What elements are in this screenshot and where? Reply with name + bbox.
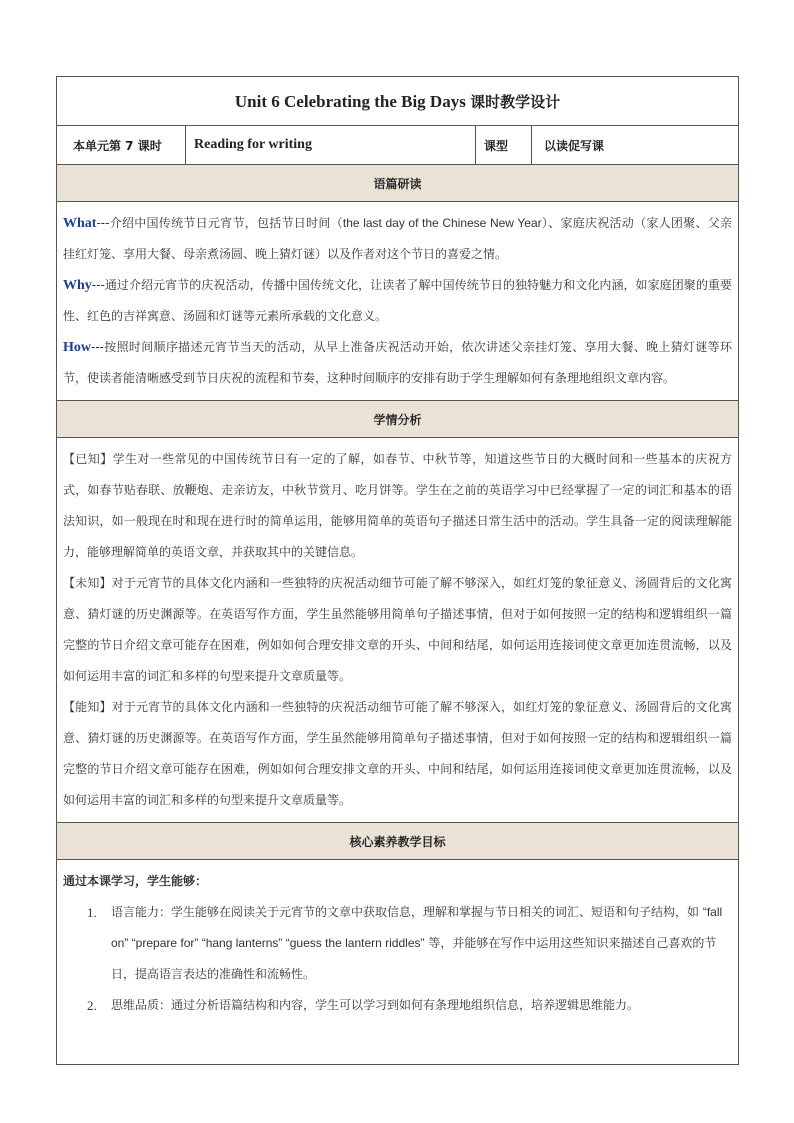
title-chinese: 课时教学设计 — [470, 92, 561, 111]
lesson-type-value: 以读促写课 — [532, 126, 739, 165]
title-english: Unit 6 Celebrating the Big Days — [234, 91, 466, 111]
unknown-paragraph: 【未知】对于元宵节的具体文化内涵和一些独特的庆祝活动细节可能了解不够深入，如红灯笼的象征意义、汤圆背后的文化寓意、猜灯谜的历史渊源等。在英语写作方面，学生虽然能够用简单句子描述事情，但对于如何按照一定的结构和逻辑组织一篇完整的节日介绍文章可能存在困难，例如如何合理安排文章的开头、中间和结尾，如何运用连接词使文章更加连贯流畅，以及如何运用丰富的词汇和多样的句型来提升文章质量等。 — [63, 576, 732, 683]
section-heading-learner-analysis: 学情分析 — [57, 401, 739, 438]
objective-text-part1: 思维品质：通过分析语篇结构和内容，学生可以学习到如何有条理地组织信息，培养逻辑思维能力。 — [111, 998, 640, 1012]
objective-text-part2: 等，并能够在写作中运用这些知识来描述自己喜欢的节日，提高语言表达的准确性和流畅性。 — [111, 936, 717, 981]
objective-item — [63, 990, 732, 1021]
lesson-number: 本单元第 7 课时 — [57, 126, 186, 165]
objectives-list — [63, 897, 732, 1021]
why-text: ---通过介绍元宵节的庆祝活动，传播中国传统文化，让读者了解中国传统节日的独特魅力和文化内涵，如家庭团聚的重要性、红色的吉祥寓意、汤圆和灯谜等元素所承载的文化意义。 — [63, 278, 732, 323]
what-label: What — [63, 216, 97, 231]
document-title — [57, 77, 739, 126]
lesson-plan-page — [56, 76, 738, 1065]
lesson-meta-row — [57, 126, 739, 165]
objective-item — [63, 897, 732, 990]
objective-number: 1. — [87, 905, 97, 920]
how-text: ---按照时间顺序描述元宵节当天的活动，从早上准备庆祝活动开始，依次讲述父亲挂灯笼、享用大餐、晚上猜灯谜等环节，使读者能清晰感受到节日庆祝的流程和节奏，这种时间顺序的安排有助于学生理解如何有条理地组织文章内容。 — [63, 340, 732, 385]
section-heading-objectives: 核心素养教学目标 — [57, 823, 739, 860]
lesson-plan-table — [56, 76, 739, 1065]
lesson-topic: Reading for writing — [186, 126, 476, 165]
learner-analysis-content — [57, 438, 739, 823]
objective-number: 2. — [87, 998, 97, 1013]
how-label: How — [63, 340, 91, 355]
what-text-part1: ---介绍中国传统节日元宵节，包括节日时间（ — [96, 216, 343, 230]
lesson-type-label: 课型 — [476, 126, 532, 165]
how-paragraph — [63, 332, 732, 394]
what-paragraph — [63, 208, 732, 270]
section-heading-text-study: 语篇研读 — [57, 165, 739, 202]
what-text-english: the last day of the Chinese New Year — [342, 216, 542, 230]
objectives-intro: 通过本课学习，学生能够： — [63, 874, 208, 888]
objectives-content — [57, 860, 739, 1065]
why-label: Why — [63, 278, 92, 293]
what-text-part2: ）、家庭庆祝活动（家人团聚、父亲挂红灯笼、享用大餐、母亲煮汤圆、晚上猜灯谜）以及作者对这个节日的喜爱之情。 — [63, 216, 732, 261]
text-study-content — [57, 202, 739, 401]
can-know-paragraph: 【能知】对于元宵节的具体文化内涵和一些独特的庆祝活动细节可能了解不够深入，如红灯笼的象征意义、汤圆背后的文化寓意、猜灯谜的历史渊源等。在英语写作方面，学生虽然能够用简单句子描述事情，但对于如何按照一定的结构和逻辑组织一篇完整的节日介绍文章可能存在困难，例如如何合理安排文章的开头、中间和结尾，如何运用连接词使文章更加连贯流畅，以及如何运用丰富的词汇和多样的句型来提升文章质量等。 — [63, 700, 732, 807]
why-paragraph — [63, 270, 732, 332]
objective-text-part1: 语言能力：学生能够在阅读关于元宵节的文章中获取信息，理解和掌握与节日相关的词汇、短语和句子结构，如 — [111, 905, 703, 919]
objective-phrases: “fall on” “prepare for” “hang lanterns” “guess the lantern riddles” — [111, 905, 723, 950]
known-paragraph: 【已知】学生对一些常见的中国传统节日有一定的了解，如春节、中秋节等，知道这些节日的大概时间和一些基本的庆祝方式，如春节贴春联、放鞭炮、走亲访友，中秋节赏月、吃月饼等。学生在之前的英语学习中已经掌握了一定的词汇和基本的语法知识，如一般现在时和现在进行时的简单运用，能够用简单的英语句子描述日常生活中的活动。学生具备一定的阅读理解能力，能够理解简单的英语文章，并获取其中的关键信息。 — [63, 452, 732, 559]
